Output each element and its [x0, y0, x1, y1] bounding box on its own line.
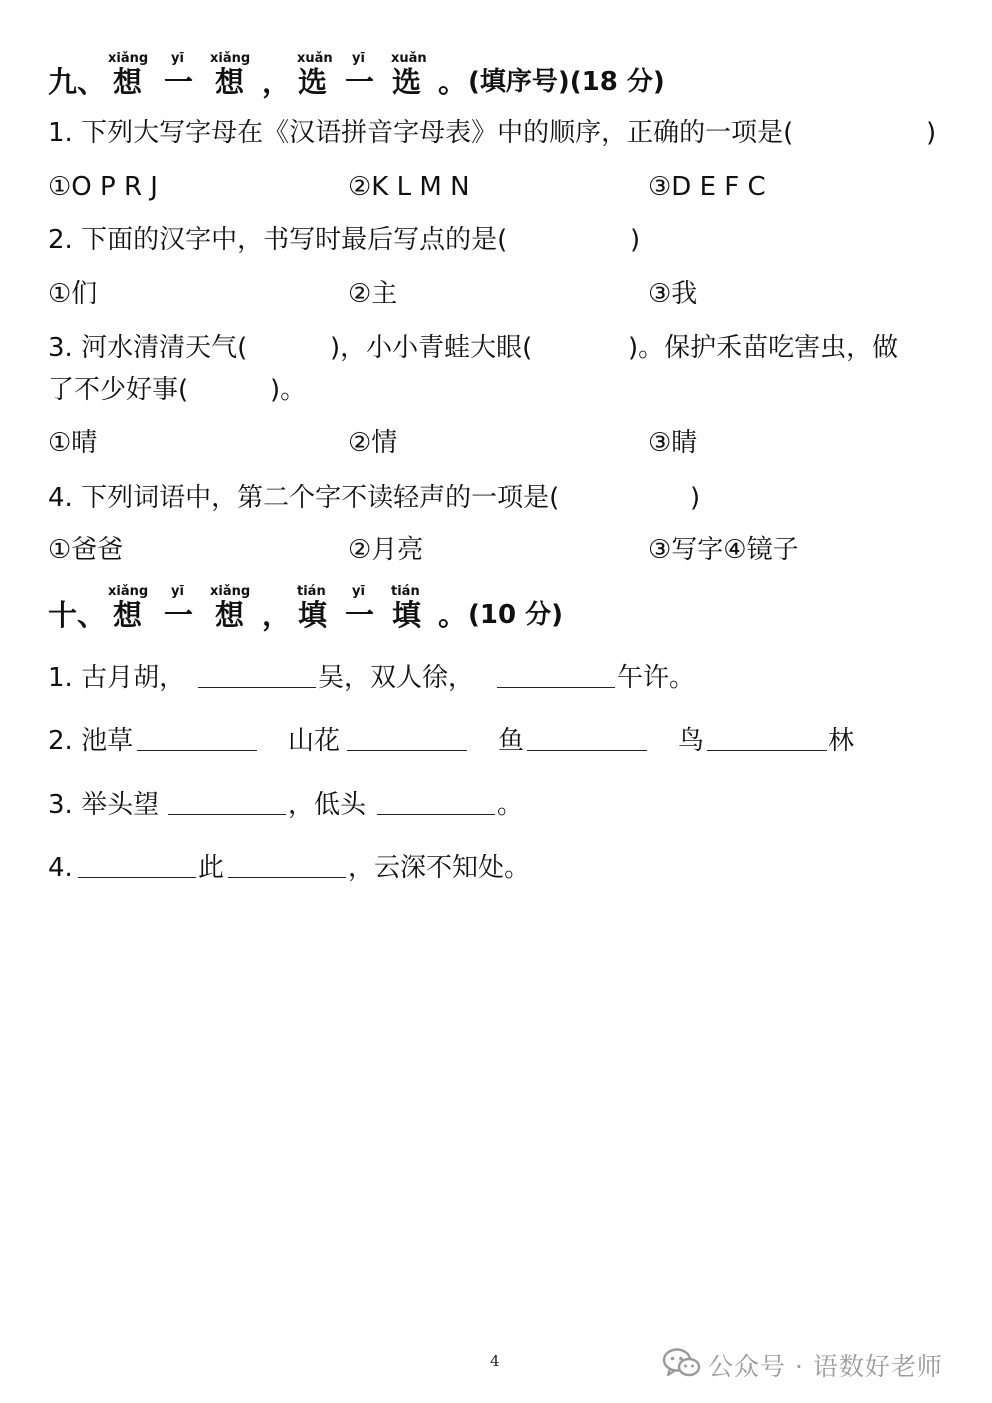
pinyin-xiang: xiǎng	[108, 584, 149, 599]
pinyin-xiang: xiǎng	[210, 51, 251, 66]
option-4-3: ③写字④镜子	[648, 535, 799, 565]
question-4-text: 4. 下列词语中，第二个字不读轻声的一项是(	[48, 483, 560, 513]
option-3-3: ③睛	[648, 428, 698, 458]
section-number: 九、	[48, 65, 107, 99]
heading-char: 一	[345, 598, 375, 632]
fill-1-blank-2[interactable]	[497, 663, 615, 688]
heading-char: 选	[298, 65, 328, 99]
pinyin-yi: yī	[171, 584, 184, 599]
fill-1-part-b: 吴，双人徐，	[318, 663, 475, 693]
fill-2-part-e: 林	[828, 726, 855, 756]
pinyin-tian: tián	[391, 584, 420, 599]
question-3-part-b: )，小小青蛙大眼(	[330, 333, 533, 363]
wechat-icon	[662, 1346, 702, 1380]
fill-3-part-a: 3. 举头望	[48, 790, 160, 820]
fill-1-part-c: 午许。	[617, 663, 696, 693]
option-1-2: ②K L M N	[348, 172, 470, 202]
option-2-1: ①们	[48, 279, 98, 309]
heading-period: 。	[438, 65, 468, 99]
fill-3-part-c: 。	[497, 790, 524, 820]
fill-2-part-d: 鸟	[678, 726, 705, 756]
heading-char: 填	[298, 598, 328, 632]
pinyin-xiang: xiǎng	[210, 584, 251, 599]
fill-2-part-c: 鱼	[498, 726, 525, 756]
option-2-2: ②主	[348, 279, 398, 309]
heading-char: 想	[113, 65, 143, 99]
pinyin-xuan: xuǎn	[391, 51, 427, 66]
pinyin-yi: yī	[352, 584, 365, 599]
heading-period: 。	[438, 598, 468, 632]
heading-char: 想	[113, 598, 143, 632]
fill-4-part-a: 4.	[48, 853, 73, 883]
fill-4-part-c: ，云深不知处。	[348, 853, 531, 883]
question-1-close-paren: )	[926, 118, 937, 148]
heading-char: 想	[215, 598, 245, 632]
question-3-part-d: 了不少好事(	[48, 375, 189, 405]
question-2-text: 2. 下面的汉字中，书写时最后写点的是(	[48, 225, 508, 255]
section-number: 十、	[48, 598, 107, 632]
fill-2-blank-4[interactable]	[707, 726, 827, 751]
option-1-1: ①O P R J	[48, 172, 158, 202]
fill-4-blank-2[interactable]	[228, 853, 346, 878]
fill-4-part-b: 此	[198, 853, 225, 883]
question-3-part-e: )。	[270, 375, 307, 405]
heading-comma: ，	[262, 65, 292, 99]
section-score: (10 分)	[468, 600, 563, 630]
fill-4-blank-1[interactable]	[78, 853, 196, 878]
heading-char: 填	[392, 598, 422, 632]
section-score: (填序号)(18 分)	[468, 67, 665, 97]
pinyin-xuan: xuǎn	[297, 51, 333, 66]
heading-comma: ，	[262, 598, 292, 632]
heading-char: 选	[392, 65, 422, 99]
fill-1-part-a: 1. 古月胡，	[48, 663, 186, 693]
question-4-close-paren: )	[690, 483, 701, 513]
pinyin-xiang: xiǎng	[108, 51, 149, 66]
fill-3-part-b: ，低头	[288, 790, 367, 820]
heading-char: 一	[164, 65, 194, 99]
fill-2-part-b: 山花	[288, 726, 341, 756]
option-4-2: ②月亮	[348, 535, 424, 565]
question-3-part-a: 3. 河水清清天气(	[48, 333, 248, 363]
option-4-1: ①爸爸	[48, 535, 124, 565]
question-3-part-c: )。保护禾苗吃害虫，做	[628, 333, 899, 363]
option-2-3: ③我	[648, 279, 698, 309]
pinyin-yi: yī	[171, 51, 184, 66]
fill-1-blank-1[interactable]	[198, 663, 316, 688]
fill-2-blank-3[interactable]	[527, 726, 647, 751]
question-2-close-paren: )	[630, 225, 641, 255]
heading-char: 想	[215, 65, 245, 99]
heading-char: 一	[345, 65, 375, 99]
heading-char: 一	[164, 598, 194, 632]
option-3-1: ①晴	[48, 428, 98, 458]
option-3-2: ②情	[348, 428, 398, 458]
fill-3-blank-2[interactable]	[377, 790, 495, 815]
fill-2-blank-1[interactable]	[137, 726, 257, 751]
fill-3-blank-1[interactable]	[168, 790, 286, 815]
page-number: 4	[490, 1352, 500, 1370]
fill-2-blank-2[interactable]	[347, 726, 467, 751]
pinyin-yi: yī	[352, 51, 365, 66]
fill-2-part-a: 2. 池草	[48, 726, 134, 756]
pinyin-tian: tián	[297, 584, 326, 599]
watermark-text: 公众号 · 语数好老师	[708, 1352, 943, 1381]
question-1-text: 1. 下列大写字母在《汉语拼音字母表》中的顺序，正确的一项是(	[48, 118, 794, 148]
option-1-3: ③D E F C	[648, 172, 766, 202]
